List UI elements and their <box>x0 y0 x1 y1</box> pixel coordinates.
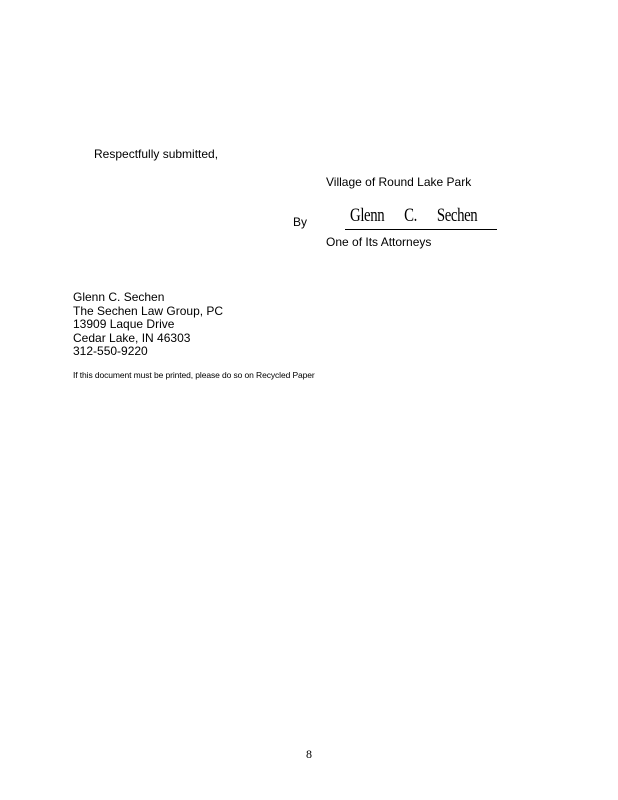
address-block <box>73 291 223 359</box>
city-state-zip: Cedar Lake, IN 46303 <box>73 330 191 345</box>
page-number: 8 <box>306 747 312 761</box>
by-label: By <box>293 215 308 229</box>
firm-name: The Sechen Law Group, PC <box>73 303 224 318</box>
phone-number: 312-550-9220 <box>73 344 148 359</box>
signature-line <box>345 229 497 230</box>
street-address: 13909 Laque Drive <box>73 317 175 332</box>
signatory-role: One of Its Attorneys <box>326 235 432 249</box>
closing-line: Respectfully submitted, <box>94 147 219 161</box>
handwritten-signature: Glenn C. Sechen <box>350 205 478 226</box>
attorney-name: Glenn C. Sechen <box>73 290 165 304</box>
party-name: Village of Round Lake Park <box>326 175 472 189</box>
recycled-paper-note: If this document must be printed, please do so on Recycled Paper <box>73 370 315 380</box>
